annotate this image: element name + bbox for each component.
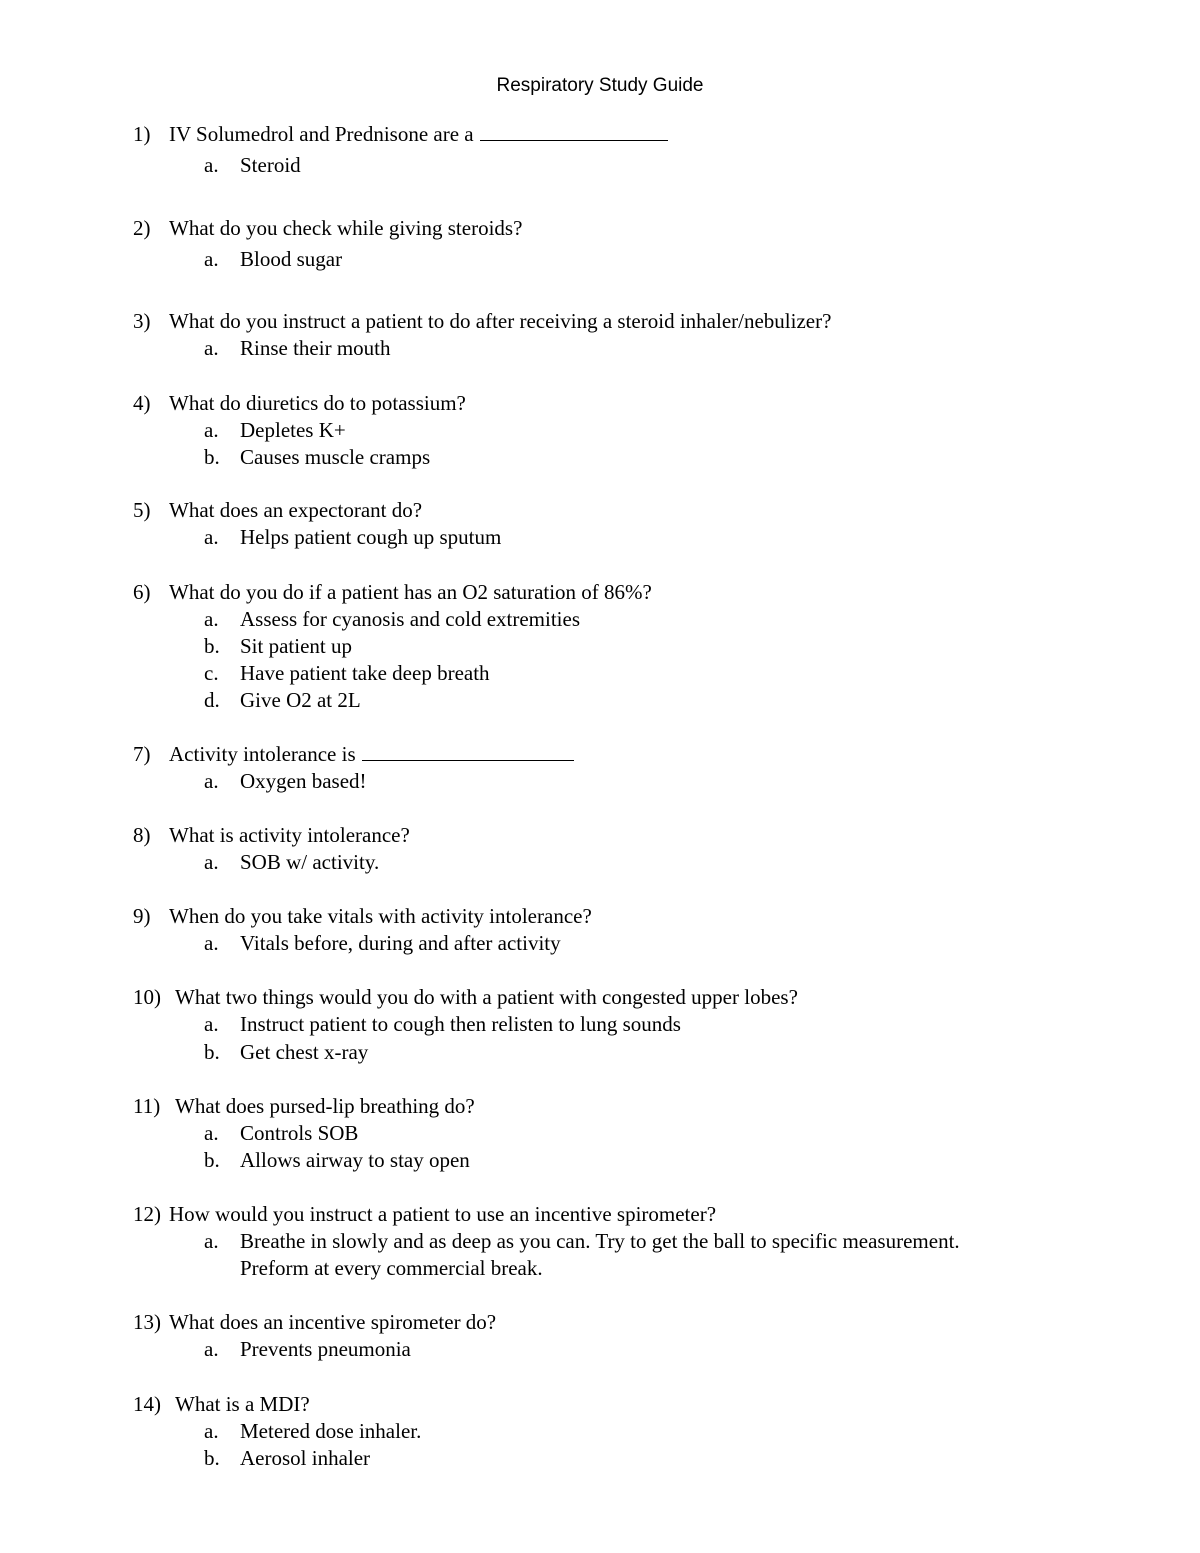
question-number: 10) [133, 985, 161, 1009]
question-line [0, 1201, 1200, 1228]
question-line [0, 390, 1200, 417]
question-line [0, 822, 1200, 849]
answer-text: Prevents pneumonia [240, 1337, 411, 1361]
question-text-content: What does an incentive spirometer do? [169, 1310, 497, 1334]
question-line [0, 741, 1200, 768]
answer-continuation-line [0, 1255, 1200, 1282]
answer-line [0, 417, 1200, 444]
answer-line [0, 335, 1200, 362]
question-text-content: What do you do if a patient has an O2 saturation of 86%? [169, 580, 652, 604]
question-line [0, 984, 1200, 1011]
answer-text: Steroid [240, 153, 301, 177]
answer-line [0, 1011, 1200, 1038]
question-line [0, 308, 1200, 335]
answer-text: Breathe in slowly and as deep as you can. Try to get the ball to specific measurement. [240, 1229, 960, 1253]
answer-line [0, 687, 1200, 714]
question-text-content: What does pursed-lip breathing do? [175, 1094, 475, 1118]
question-line [0, 1093, 1200, 1120]
question-number: 13) [133, 1310, 161, 1334]
answer-line [0, 524, 1200, 551]
question-line [0, 579, 1200, 606]
answer-text: SOB w/ activity. [240, 850, 380, 874]
answer-line [0, 152, 1200, 179]
answer-line [0, 633, 1200, 660]
question-text-content: Activity intolerance is [169, 742, 356, 766]
answer-letter: a. [204, 931, 219, 955]
question-text [169, 822, 410, 849]
answer-letter: b. [204, 1446, 220, 1470]
question-text [169, 390, 466, 417]
answer-continuation-text: Preform at every commercial break. [240, 1256, 543, 1280]
question-text-content: What is activity intolerance? [169, 823, 410, 847]
question-text-content: How would you instruct a patient to use an incentive spirometer? [169, 1202, 717, 1226]
answer-text: Helps patient cough up sputum [240, 525, 502, 549]
answer-letter: a. [204, 1337, 219, 1361]
question-line [0, 903, 1200, 930]
answer-letter: b. [204, 1148, 220, 1172]
question-text [169, 579, 652, 606]
question-text [169, 1309, 496, 1336]
question-text-content: What two things would you do with a patient with congested upper lobes? [175, 985, 798, 1009]
question-line [0, 497, 1200, 524]
question-text [169, 121, 668, 148]
answer-letter: a. [204, 1229, 219, 1253]
answer-letter: a. [204, 525, 219, 549]
answer-line [0, 660, 1200, 687]
answer-letter: b. [204, 445, 220, 469]
answer-letter: d. [204, 688, 220, 712]
question-number: 7) [133, 742, 151, 766]
question-text-content: When do you take vitals with activity intolerance? [169, 904, 592, 928]
answer-letter: a. [204, 607, 219, 631]
answer-line [0, 1418, 1200, 1445]
answer-line [0, 1336, 1200, 1363]
answer-line [0, 1039, 1200, 1066]
answer-line [0, 849, 1200, 876]
question-text-content: What is a MDI? [175, 1392, 310, 1416]
answer-letter: b. [204, 634, 220, 658]
question-text [169, 741, 574, 768]
question-line [0, 1391, 1200, 1418]
answer-line [0, 444, 1200, 471]
answer-text: Metered dose inhaler. [240, 1419, 422, 1443]
answer-line [0, 1228, 1200, 1255]
question-text [175, 984, 798, 1011]
answer-letter: a. [204, 769, 219, 793]
answer-text: Depletes K+ [240, 418, 346, 442]
answer-letter: a. [204, 850, 219, 874]
answer-text: Aerosol inhaler [240, 1446, 371, 1470]
answer-letter: a. [204, 418, 219, 442]
question-number: 6) [133, 580, 151, 604]
question-number: 3) [133, 309, 151, 333]
answer-text: Assess for cyanosis and cold extremities [240, 607, 581, 631]
answer-line [0, 930, 1200, 957]
question-text-content: What do diuretics do to potassium? [169, 391, 466, 415]
answer-letter: a. [204, 1121, 219, 1145]
answer-text: Controls SOB [240, 1121, 359, 1145]
question-text [169, 903, 592, 930]
answer-letter: c. [204, 661, 219, 685]
answer-text: Allows airway to stay open [240, 1148, 470, 1172]
question-number: 2) [133, 216, 151, 240]
question-text-content: What does an expectorant do? [169, 498, 423, 522]
answer-text: Instruct patient to cough then relisten to lung sounds [240, 1012, 681, 1036]
answer-text: Rinse their mouth [240, 336, 391, 360]
answer-text: Oxygen based! [240, 769, 367, 793]
answer-line [0, 1120, 1200, 1147]
question-text [175, 1093, 475, 1120]
answer-line [0, 246, 1200, 273]
question-number: 14) [133, 1392, 161, 1416]
answer-letter: a. [204, 153, 219, 177]
answer-text: Blood sugar [240, 247, 343, 271]
answer-letter: a. [204, 1419, 219, 1443]
answer-text: Vitals before, during and after activity [240, 931, 561, 955]
question-text [169, 215, 522, 242]
question-line [0, 215, 1200, 242]
question-number: 1) [133, 122, 151, 146]
question-text-content: IV Solumedrol and Prednisone are a [169, 122, 474, 146]
answer-text: Get chest x-ray [240, 1040, 369, 1064]
answer-letter: a. [204, 247, 219, 271]
answer-text: Causes muscle cramps [240, 445, 431, 469]
answer-line [0, 606, 1200, 633]
answer-blank-line [480, 122, 668, 141]
question-line [0, 1309, 1200, 1336]
answer-line [0, 1445, 1200, 1472]
question-text [169, 1201, 716, 1228]
answer-text: Give O2 at 2L [240, 688, 361, 712]
document-title: Respiratory Study Guide [496, 75, 704, 96]
question-number: 4) [133, 391, 151, 415]
answer-letter: a. [204, 336, 219, 360]
question-text [175, 1391, 310, 1418]
question-number: 11) [133, 1094, 161, 1118]
question-text-content: What do you check while giving steroids? [169, 216, 523, 240]
answer-letter: a. [204, 1012, 219, 1036]
question-number: 5) [133, 498, 151, 522]
question-text [169, 308, 831, 335]
question-line [0, 121, 1200, 148]
answer-line [0, 768, 1200, 795]
question-text [169, 497, 422, 524]
question-number: 8) [133, 823, 151, 847]
question-number: 12) [133, 1202, 161, 1226]
answer-letter: b. [204, 1040, 220, 1064]
answer-text: Sit patient up [240, 634, 352, 658]
answer-text: Have patient take deep breath [240, 661, 490, 685]
answer-line [0, 1147, 1200, 1174]
answer-blank-line [362, 742, 574, 761]
question-number: 9) [133, 904, 151, 928]
question-text-content: What do you instruct a patient to do after receiving a steroid inhaler/nebulizer? [169, 309, 832, 333]
